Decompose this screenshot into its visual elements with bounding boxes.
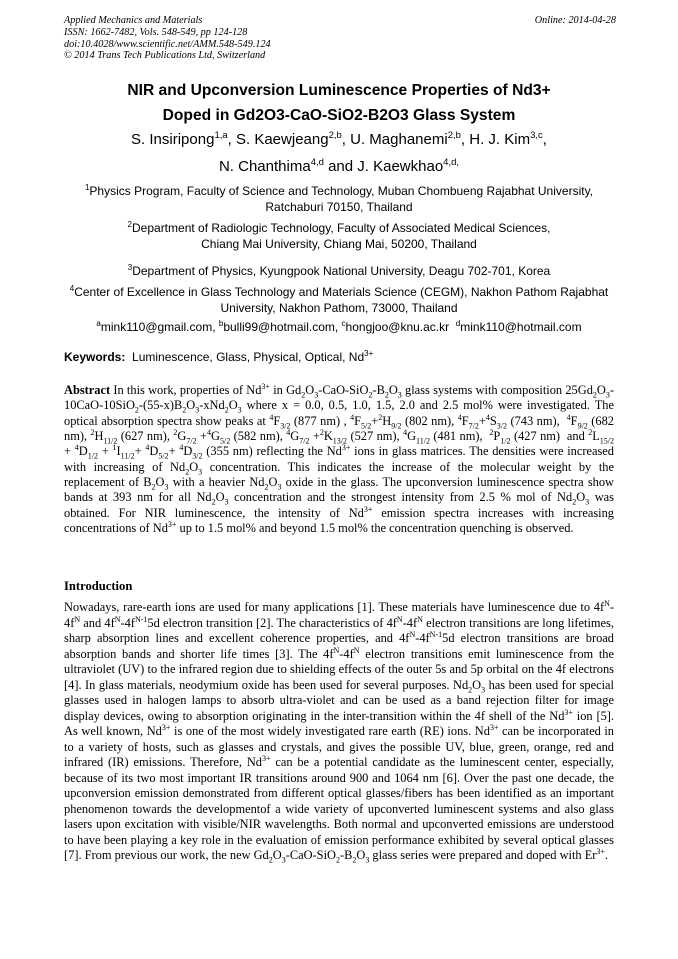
email-address[interactable]: mink110@gmail.com,: [100, 320, 219, 334]
affiliation-2: [68, 217, 610, 252]
author-name: H. J. Kim: [469, 131, 531, 148]
abstract-text: -(55-x)B: [138, 398, 183, 413]
author-affiliation-mark: 4,d,: [443, 157, 460, 168]
paper-title-line-1: NIR and Upconversion Luminescence Properties of Nd3+: [127, 82, 551, 99]
abstract-text: with a heavier Nd: [168, 475, 265, 490]
introduction-heading: Introduction: [64, 579, 133, 593]
abstract-text: In this work, properties of Nd: [110, 383, 262, 397]
intro-text: has been used for special glasses used in halogen lamps to absorb ultra-violet and can be used as a band rejection filter for image display devices, owing to absorption originating in the inter-transition within the 4f shell of the Nd: [64, 677, 614, 723]
online-date: Online: 2014-04-28: [534, 15, 616, 26]
intro-text: -4f: [402, 615, 418, 630]
intro-text: ion [5]. As well known, Nd: [64, 708, 614, 738]
affiliation-text: Department of Radiologic Technology, Faculty of Associated Medical Sciences,: [132, 221, 551, 235]
author-separator: ,: [460, 131, 470, 148]
doi-line[interactable]: doi:10.4028/www.scientific.net/AMM.548-549.124: [64, 38, 271, 50]
affiliation-mark: 2: [127, 220, 132, 229]
abstract-label: Abstract: [64, 383, 111, 397]
author-affiliation-mark: 4,d: [310, 157, 324, 168]
paper-title-line-2: Doped in Gd2O3-CaO-SiO2-B2O3 Glass System: [162, 107, 516, 124]
author-name: N. Chanthima: [218, 158, 311, 175]
email-mark: b: [218, 319, 224, 328]
affiliation-mark: 4: [69, 284, 75, 293]
author-affiliation-mark: 3,c: [530, 130, 543, 141]
journal-name: Applied Mechanics and Materials: [64, 15, 203, 26]
keywords: [64, 349, 373, 364]
author-affiliation-mark: 1,a: [214, 130, 228, 141]
author-separator: ,: [227, 131, 236, 148]
abstract-text: up to 1.5 mol% and beyond 1.5 mol% the concentration quenching is observed.: [176, 521, 574, 536]
intro-text: -4f: [64, 600, 614, 630]
author-affiliation-mark: 2,b: [328, 130, 342, 141]
journal-header: [64, 15, 616, 62]
abstract-text: ions in glass matrices. The densities were increased with increasing of Nd: [64, 444, 615, 474]
email-mark: d: [455, 319, 461, 328]
intro-text: Nowadays, rare-earth ions are used for many applications [1]. These materials have luminescence due to 4f: [64, 600, 605, 614]
intro-text: 5d electron transitions are broad absorption bands and shorter life times [3]. The 4f: [64, 631, 614, 661]
abstract-text: in Gd: [269, 383, 302, 397]
intro-text: electron transitions are long lifetimes, sharp absorption lines and excellent coherence properties, and 4f: [64, 615, 614, 645]
abstract-text: -xNd: [199, 398, 225, 413]
email-address[interactable]: bulli99@hotmail.com,: [223, 320, 342, 334]
authors-line-2: [40, 157, 638, 175]
email-list: [68, 316, 610, 336]
email-address[interactable]: mink110@hotmail.com: [460, 320, 582, 334]
affiliation-text: Department of Physics, Kyungpook National University, Deagu 702-701, Korea: [132, 264, 551, 278]
intro-text: can be incorporated in to a variety of hosts, such as glasses and crystals, and gives the possible UV, blue, green, orange, red and infrared (IR) emissions. Therefore, Nd: [64, 724, 615, 769]
abstract-text: concentration. This indicates the increase of the molecular weight by the replacement of B: [64, 459, 614, 490]
authors-line-1: [40, 130, 638, 148]
author-separator: and: [323, 158, 358, 175]
author-name: S. Insiripong: [131, 131, 215, 148]
email-mark: c: [341, 319, 346, 328]
abstract-text: -B: [372, 383, 385, 397]
intro-text: and 4f: [80, 615, 115, 630]
keywords-superscript: 3+: [364, 349, 374, 358]
abstract-text: oxide in the glass. The upconversion luminescence spectra show bands at 393 nm for all Nd: [64, 475, 614, 505]
affiliation-3: [68, 260, 610, 280]
intro-text: -CaO-SiO: [285, 848, 336, 862]
abstract-text: where x = 0.0, 0.5, 1.0, 1.5, 2.0 and 2.5 mol% were investigated. The optical absorption spectra show peaks at: [64, 398, 614, 428]
absorption-peaks: $^4F_{3/2}$ (877 nm) , $^4F_{5/2}+^2H_{9/2}$ (802 nm), $^4F_{7/2}+^4S_{3/2}$ (743 nm), $^4F_{9/2}$ (682 nm), $^2H_{11/2}$ (627 nm), $^2G_{7/2} +^4G_{5/2}$ (582 nm), $^4G_{7/2} +^2K_{13/2}$ (527 nm), $^4G_{11/2}$ (481 nm), $^2P_{1/2}$ (427 nm) and $^2L_{15/2} + ^4D_{1/2} + ^1I_{11/2}+ ^4D_{5/2}+ ^4D_{3/2}$ (355 nm): [64, 412, 615, 461]
abstract-text: concentration and the strongest intensity from 2.5 % mol of Nd: [228, 490, 573, 505]
author-name: S. Kaewjeang: [236, 131, 329, 148]
abstract-text: glass systems with composition 25Gd: [401, 383, 593, 397]
intro-text: glass series were prepared and doped with Er: [369, 848, 597, 862]
abstract-text: was obtained. For NIR luminescence, the intensity of Nd: [64, 490, 614, 520]
affiliation-4: [68, 281, 610, 316]
intro-text: -4f: [120, 615, 135, 630]
abstract-text: emission spectra increases with increasing concentrations of Nd: [64, 505, 614, 536]
intro-text: -B: [339, 848, 353, 862]
intro-text: -4f: [415, 631, 430, 645]
intro-text: is one of the most widely investigated rare earth (RE) ions. Nd: [170, 724, 490, 738]
issn-line: ISSN: 1662-7482, Vols. 548-549, pp 124-128: [64, 26, 248, 38]
author-affiliation-mark: 2,b: [447, 130, 461, 141]
affiliation-mark: 3: [127, 263, 133, 272]
affiliation-text: Chiang Mai University, Chiang Mai, 50200, Thailand: [201, 236, 477, 251]
keywords-text: Luminescence, Glass, Physical, Optical, Nd: [132, 350, 365, 364]
intro-text: .: [604, 848, 609, 862]
introduction-body: Nowadays, rare-earth ions are used for many applications [1]. These materials have luminescence due to $4f^N-4f^N$ and $4f^N-4f^{N-1}5d$ electron transition [2]. The characteristics of $4f^N-4f^N$ electron transitions are long lifetimes, sharp absorption lines and excellent coherence properties, and $4f^N-4f^{N-1}5d$ electron transitions are broad absorption bands and shorter life times [3]. The $4f^N-4f^N$ electron transitions emit luminescence from the ultraviolet (UV) to the infrared region due to shielding effects of the outer 5s and 5p orbital on the 4f electrons [4]. In glass materials, neodymium oxide has been used for several purposes. $Nd_2O_3$ has been used for special glasses used in halogen lamps to absorb ultra-violet and can be used as a band rejection filter for image display devices, owing to absorption originating in the inter-transition within the 4f shell of the $Nd^{3+}$ ion [5]. As well known, $Nd^{3+}$ is one of the most widely investigated rare earth (RE) ions. $Nd^{3+}$ can be incorporated in to a variety of hosts, such as glasses and crystals, and gives the possible UV, blue, green, orange, red and infrared (IR) emissions. Therefore, $Nd^{3+}$ can be a potential candidate as the luminescent center, especially, because of its two most important IR transitions around 900 and 1064 nm [6]. Over the past one decade, the upconversion emission demonstrated from different optical glasses/fibers has been identified as an important phenomenon towards the developmentof a wide variety of upconverted luminescent systems and also glass lasers upon excitation with visible/NIR wavelengths. Both normal and upconverted emissions are understood to have been playing a key role in the evaluation of emission performance exhibited by several optical glasses [7]. From previous our work, the new $Gd_2O_3-CaO-SiO_2-B_2O_3$ glass series were prepared and doped with $Er^{3+}$.: [64, 598, 615, 865]
affiliation-text: Center of Excellence in Glass Technology and Materials Science (CEGM), Nakhon Pathom Rajabhat University, Nakhon Pathom, 73000, Thailand: [74, 285, 609, 315]
abstract-text: reflecting the Nd: [252, 444, 342, 459]
email-address[interactable]: hongjoo@knu.ac.kr: [345, 320, 456, 334]
abstract-text: O: [388, 383, 398, 397]
author-name: U. Maghanemi: [350, 131, 448, 148]
intro-text: can be a potential candidate as the luminescent center, especially, because of its two most important IR transitions around 900 and 1064 nm [6]. Over the past one decade, the upconversion emission demonstrated from different optical glasses/fibers has been identified as an important phenomenon towards the developmentof a wide variety of upconverted luminescent systems and also glass lasers upon excitation with visible/NIR wavelengths. Both normal and upconverted emissions are understood to have been playing a key role in the evaluation of emission performance exhibited by several optical glasses [7]. From previous our work, the new Gd: [64, 755, 615, 862]
abstract: Abstract In this work, properties of $Nd^{3+}$ in $Gd_2O_3-CaO-SiO_2-B_2O_3$ glass systems with composition $25Gd_2O_3-10CaO-10SiO_2-(55-x)B_2O_3-xNd_2O_3$ where x = 0.0, 0.5, 1.0, 1.5, 2.0 and 2.5 mol% were investigated. The optical absorption spectra show peaks at $^4F_{3/2}$ (877 nm) , $^4F_{5/2}+^2H_{9/2}$ (802 nm), $^4F_{7/2}+^4S_{3/2}$ (743 nm), $^4F_{9/2}$ (682 nm), $^2H_{11/2}$ (627 nm), $^2G_{7/2} +^4G_{5/2}$ (582 nm), $^4G_{7/2} +^2K_{13/2}$ (527 nm), $^4G_{11/2}$ (481 nm), $^2P_{1/2}$ (427 nm) and $^2L_{15/2} + ^4D_{1/2} + ^1I_{11/2}+ ^4D_{5/2}+ ^4D_{3/2}$ (355 nm) reflecting the $Nd^{3+}$ ions in glass matrices. The densities were increased with increasing of $Nd_2O_3$ concentration. This indicates the increase of the molecular weight by the replacement of $B_2O_3$ with a heavier $Nd_2O_3$ oxide in the glass. The upconversion luminescence spectra show bands at 393 nm for all $Nd_2O_3$ concentration and the strongest intensity from 2.5 % mol of $Nd_2O_3$ was obtained. For NIR luminescence, the intensity of $Nd^{3+}$ emission spectra increases with increasing concentrations of $Nd^{3+}$ up to 1.5 mol% and beyond 1.5 mol% the concentration quenching is observed.: [64, 381, 615, 536]
email-mark: a: [96, 319, 101, 328]
author-name: J. Kaewkhao: [357, 158, 444, 175]
keywords-label: Keywords:: [64, 350, 126, 364]
copyright-line: © 2014 Trans Tech Publications Ltd, Switzerland: [64, 50, 266, 62]
affiliation-mark: 1: [84, 183, 90, 192]
intro-text: 5d electron transition [2]. The characteristics of 4f: [147, 615, 397, 630]
author-separator: ,: [341, 131, 351, 148]
intro-text: -4f: [339, 646, 354, 661]
intro-text: electron transitions emit luminescence from the ultraviolet (UV) to the infrared region due to shielding effects of the outer 5s and 5p orbital on the 4f electrons [4]. In glass materials, neodymium oxide has been used for several purposes. Nd: [64, 646, 614, 692]
author-separator: ,: [542, 131, 547, 148]
abstract-text: O: [305, 383, 315, 397]
abstract-text: -10CaO-10SiO: [64, 383, 614, 413]
affiliation-1: [68, 180, 610, 215]
affiliation-text: Physics Program, Faculty of Science and Technology, Muban Chombueng Rajabhat University, Ratchaburi 70150, Thailand: [89, 184, 594, 214]
abstract-text: -CaO-SiO: [318, 383, 369, 397]
